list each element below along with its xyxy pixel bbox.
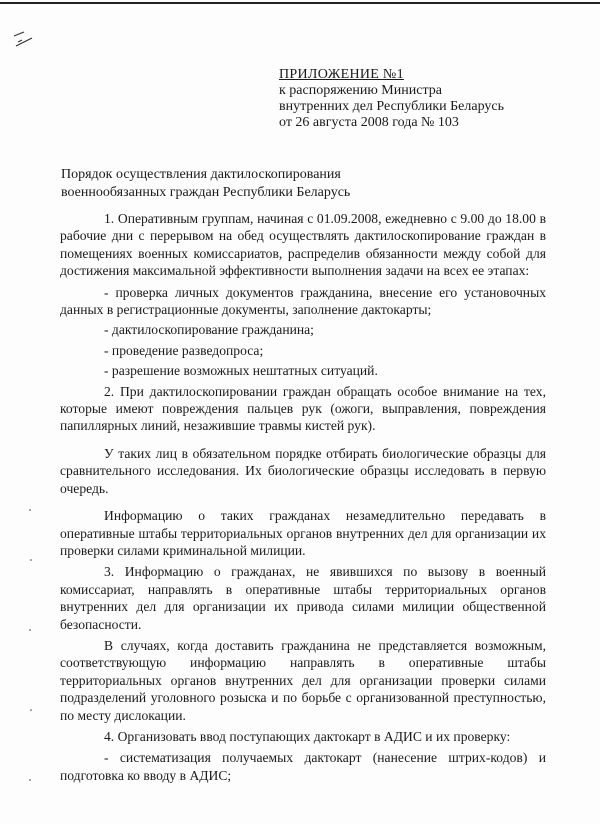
- paragraph: Информацию о таких гражданах незамедлительно передавать в оперативные штабы территориальных органов внутренних дел для организации их проверки силами криминальной милиции.: [60, 508, 546, 558]
- document-body: [60, 210, 546, 787]
- appendix-date-line: от 26 августа 2008 года № 103: [279, 115, 459, 130]
- list-item: - проведение разведопроса;: [104, 342, 264, 358]
- list-item: - проверка личных документов гражданина, внесение его установочных данных в регистрационные документы, заполнение дактокарты;: [60, 284, 546, 318]
- paragraph: 2. При дактилоскопировании граждан обращать особое внимание на тех, которые имеют повреждения пальцев рук (ожоги, выправления, повреждения папиллярных линий, незажившие травмы кистей рук).: [60, 383, 546, 434]
- document-title: [61, 166, 381, 202]
- handwritten-mark-icon: [10, 30, 50, 70]
- appendix-line: к распоряжению Министра: [279, 83, 442, 98]
- margin-dots: [28, 500, 34, 805]
- paragraph: 1. Оперативным группам, начиная с 01.09.2008, ежедневно с 9.00 до 18.00 в рабочие дни с перерывом на обед осуществлять дактилоскопирование граждан в помещениях военных комиссариатов, распределив обязанности между собой для достижения максимальной эффективности выполнения задачи на всех ее этапах:: [60, 211, 546, 279]
- paragraph: 3. Информацию о гражданах, не явившихся по вызову в военный комиссариат, направлять в оперативные штабы территориальных органов внутренних дел для организации их привода силами милиции общественной безопасности.: [60, 564, 546, 632]
- paragraph: В случаях, когда доставить гражданина не представляется возможным, соответствующую информацию направлять в оперативные штабы территориальных органов внутренних дел для организации проверки силами подразделений уголовного розыска и по борьбе с организованной преступностью, по месту дислокации.: [60, 637, 546, 723]
- title-line: Порядок осуществления дактилоскопирования: [61, 167, 341, 182]
- title-line: военнообязанных граждан Республики Беларусь: [61, 185, 351, 200]
- list-item: - дактилоскопирование гражданина;: [104, 322, 314, 338]
- scan-top-border: [0, 2, 600, 4]
- appendix-line: внутренних дел Республики Беларусь: [279, 99, 505, 114]
- appendix-heading: ПРИЛОЖЕНИЕ №1: [279, 67, 404, 82]
- paragraph: У таких лиц в обязательном порядке отбирать биологические образцы для сравнительного исследования. Их биологические образцы исследовать в первую очередь.: [60, 445, 546, 496]
- appendix-block: [279, 67, 579, 131]
- paragraph: 4. Организовать ввод поступающих дактокарт в АДИС и их проверку:: [104, 728, 511, 744]
- list-item: - систематизация получаемых дактокарт (нанесение штрих-кодов) и подготовка ко вводу в АДИС;: [60, 750, 546, 783]
- list-item: - разрешение возможных нештатных ситуаций.: [104, 363, 378, 379]
